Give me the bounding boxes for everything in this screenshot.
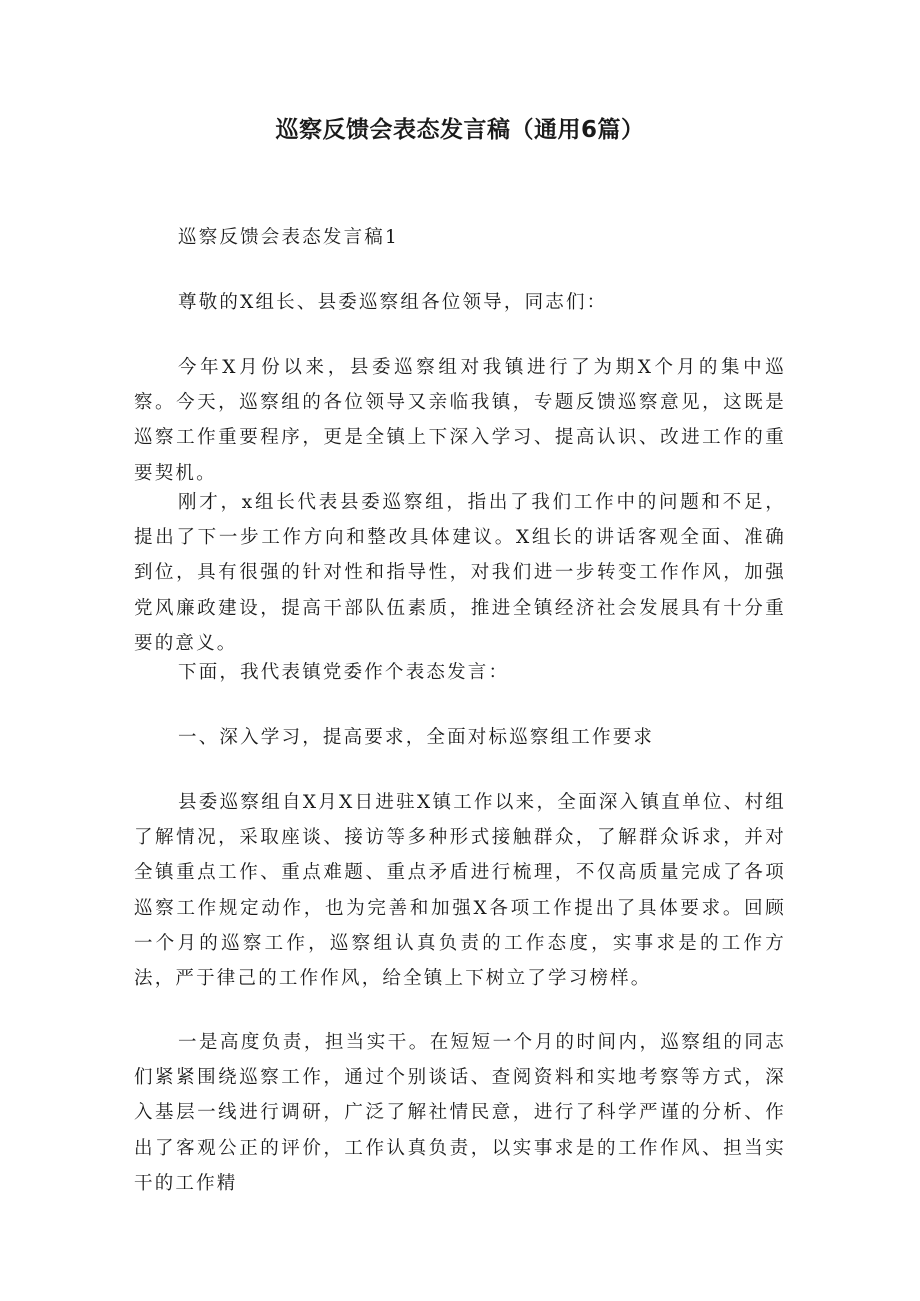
- body-paragraph-2: 刚才，x组长代表县委巡察组，指出了我们工作中的问题和不足，提出了下一步工作方向和整改具体建议。X组长的讲话客观全面、准确到位，具有很强的针对性和指导性，对我们进一步转变工作作风，加强党风廉政建设，提高干部队伍素质，推进全镇经济社会发展具有十分重要的意义。: [134, 492, 786, 654]
- point-1-sub-paragraph: 一是高度负责，担当实干。在短短一个月的时间内，巡察组的同志们紧紧围绕巡察工作，通过个别谈话、查阅资料和实地考察等方式，深入基层一线进行调研，广泛了解社情民意，进行了科学严谨的分析、作出了客观公正的评价，工作认真负责，以实事求是的工作作风、担当实干的工作精: [134, 1032, 786, 1194]
- intro-line: 下面，我代表镇党委作个表态发言：: [178, 662, 510, 683]
- body-paragraph-1: 今年X月份以来，县委巡察组对我镇进行了为期X个月的集中巡察。今天，巡察组的各位领导又亲临我镇，专题反馈巡察意见，这既是巡察工作重要程序，更是全镇上下深入学习、提高认识、改进工作的重要契机。: [134, 357, 786, 484]
- salutation: 尊敬的X组长、县委巡察组各位领导，同志们：: [178, 292, 608, 313]
- document-title: 巡察反馈会表态发言稿（通用6篇）: [275, 117, 645, 143]
- section-heading: 巡察反馈会表态发言稿1: [178, 227, 399, 248]
- point-1-heading: 一、深入学习，提高要求，全面对标巡察组工作要求: [178, 727, 655, 748]
- point-1-paragraph: 县委巡察组自X月X日进驻X镇工作以来，全面深入镇直单位、村组了解情况，采取座谈、接访等多种形式接触群众，了解群众诉求，并对全镇重点工作、重点难题、重点矛盾进行梳理，不仅高质量完成了各项巡察工作规定动作，也为完善和加强X各项工作提出了具体要求。回顾一个月的巡察工作，巡察组认真负责的工作态度，实事求是的工作方法，严于律己的工作作风，给全镇上下树立了学习榜样。: [134, 792, 786, 990]
